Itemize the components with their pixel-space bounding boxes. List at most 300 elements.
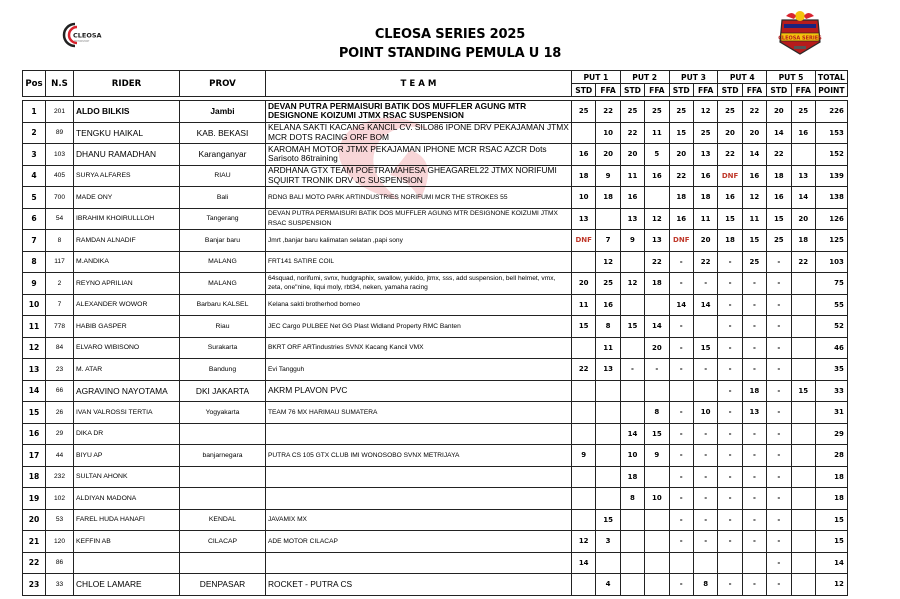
col-header-rider: RIDER: [74, 71, 180, 97]
rider-name-cell: CHLOE LAMARE: [74, 574, 180, 596]
score-put2-ffa-cell: 10: [645, 488, 669, 510]
score-put5-std-cell: -: [767, 488, 791, 510]
team-cell: RDNG BALI MOTO PARK ARTINDUSTRIES NORIFUMI MCR THE STROKES 55: [266, 187, 572, 209]
score-put1-std-cell: [572, 122, 596, 144]
position-cell: 12: [23, 337, 46, 359]
total-point-cell: 28: [815, 445, 847, 467]
score-put2-std-cell: [620, 552, 644, 574]
rider-name-cell: ALDO BILKIS: [74, 101, 180, 123]
score-put2-std-cell: 8: [620, 488, 644, 510]
province-cell: RIAU: [180, 165, 266, 187]
score-put5-std-cell: -: [767, 359, 791, 381]
score-put3-ffa-cell: -: [693, 273, 717, 295]
start-number-cell: 23: [46, 359, 74, 381]
score-put4-std-cell: -: [718, 337, 742, 359]
province-cell: CILACAP: [180, 531, 266, 553]
rider-name-cell: ALEXANDER WOWOR: [74, 294, 180, 316]
score-put5-ffa-cell: [791, 466, 815, 488]
start-number-cell: 7: [46, 294, 74, 316]
score-put2-ffa-cell: 16: [645, 165, 669, 187]
province-cell: Barbaru KALSEL: [180, 294, 266, 316]
table-row: [23, 509, 848, 531]
total-point-cell: 18: [815, 466, 847, 488]
table-row: [23, 208, 848, 230]
score-put5-std-cell: -: [767, 273, 791, 295]
score-put4-ffa-cell: -: [742, 294, 766, 316]
team-cell: AKRM PLAVON PVC: [266, 380, 572, 402]
team-cell: ROCKET - PUTRA CS: [266, 574, 572, 596]
score-put1-ffa-cell: 12: [596, 251, 620, 273]
score-put3-ffa-cell: -: [693, 531, 717, 553]
score-put4-std-cell: 25: [718, 101, 742, 123]
score-put1-std-cell: [572, 380, 596, 402]
position-cell: 16: [23, 423, 46, 445]
score-put4-ffa-cell: -: [742, 509, 766, 531]
table-row: [23, 294, 848, 316]
score-put5-ffa-cell: [791, 445, 815, 467]
score-put2-ffa-cell: 8: [645, 402, 669, 424]
standings-table: [22, 100, 848, 596]
province-cell: [180, 466, 266, 488]
score-put2-ffa-cell: 20: [645, 337, 669, 359]
start-number-cell: 232: [46, 466, 74, 488]
total-point-cell: 139: [815, 165, 847, 187]
score-put2-std-cell: 18: [620, 466, 644, 488]
score-put3-ffa-cell: 14: [693, 294, 717, 316]
position-cell: 18: [23, 466, 46, 488]
score-put2-ffa-cell: [645, 509, 669, 531]
rider-name-cell: IBRAHIM KHOIRULLLOH: [74, 208, 180, 230]
score-put1-ffa-cell: 15: [596, 509, 620, 531]
score-put1-std-cell: 15: [572, 316, 596, 338]
score-put3-ffa-cell: 11: [693, 208, 717, 230]
score-put4-ffa-cell: 25: [742, 251, 766, 273]
team-cell: TEAM 76 MX HARIMAU SUMATERA: [266, 402, 572, 424]
start-number-cell: 8: [46, 230, 74, 252]
score-put4-ffa-cell: -: [742, 445, 766, 467]
score-put5-ffa-cell: [791, 273, 815, 295]
position-cell: 23: [23, 574, 46, 596]
score-put1-ffa-cell: 18: [596, 187, 620, 209]
col-header-pos: Pos: [23, 71, 46, 97]
score-put4-ffa-cell: 18: [742, 380, 766, 402]
table-row: [23, 488, 848, 510]
score-put2-std-cell: [620, 251, 644, 273]
col-header-put-1: PUT 1: [572, 71, 621, 84]
score-put2-std-cell: [620, 509, 644, 531]
score-put1-std-cell: [572, 337, 596, 359]
score-put1-ffa-cell: 4: [596, 574, 620, 596]
total-point-cell: 138: [815, 187, 847, 209]
table-row: [23, 251, 848, 273]
score-put2-std-cell: 13: [620, 208, 644, 230]
score-put5-ffa-cell: 25: [791, 101, 815, 123]
position-cell: 17: [23, 445, 46, 467]
score-put2-ffa-cell: 12: [645, 208, 669, 230]
score-put1-ffa-cell: 7: [596, 230, 620, 252]
score-put4-std-cell: 15: [718, 208, 742, 230]
score-put4-std-cell: DNF: [718, 165, 742, 187]
score-put3-std-cell: 22: [669, 165, 693, 187]
score-put4-ffa-cell: -: [742, 531, 766, 553]
total-point-cell: 52: [815, 316, 847, 338]
rider-name-cell: ALDIYAN MADONA: [74, 488, 180, 510]
total-point-cell: 33: [815, 380, 847, 402]
score-put4-std-cell: -: [718, 294, 742, 316]
col-header-ffa: FFA: [742, 84, 766, 97]
rider-name-cell: HABIB GASPER: [74, 316, 180, 338]
score-put3-ffa-cell: [693, 316, 717, 338]
score-put1-std-cell: 9: [572, 445, 596, 467]
score-put2-std-cell: 11: [620, 165, 644, 187]
team-cell: DEVAN PUTRA PERMAISURI BATIK DOS MUFFLER AGUNG MTR DESIGNONE KOIZUMI JTMX RSAC SUSPENSION: [266, 208, 572, 230]
total-point-cell: 29: [815, 423, 847, 445]
score-put5-std-cell: -: [767, 380, 791, 402]
score-put5-std-cell: -: [767, 531, 791, 553]
score-put4-std-cell: -: [718, 445, 742, 467]
province-cell: KAB. BEKASI: [180, 122, 266, 144]
score-put5-ffa-cell: 13: [791, 165, 815, 187]
province-cell: DENPASAR: [180, 574, 266, 596]
position-cell: 8: [23, 251, 46, 273]
cleosa-series-badge: [774, 6, 826, 58]
province-cell: Karanganyar: [180, 144, 266, 166]
table-row: [23, 531, 848, 553]
start-number-cell: 102: [46, 488, 74, 510]
score-put1-ffa-cell: [596, 445, 620, 467]
score-put3-std-cell: 20: [669, 144, 693, 166]
rider-name-cell: SURYA ALFARES: [74, 165, 180, 187]
score-put2-ffa-cell: [645, 380, 669, 402]
score-put4-std-cell: -: [718, 316, 742, 338]
score-put2-std-cell: -: [620, 359, 644, 381]
team-cell: DEVAN PUTRA PERMAISURI BATIK DOS MUFFLER AGUNG MTR DESIGNONE KOIZUMI JTMX RSAC SUSPENSION: [266, 101, 572, 123]
table-row: [23, 380, 848, 402]
col-header-put-5: PUT 5: [767, 71, 816, 84]
total-point-cell: 152: [815, 144, 847, 166]
score-put1-ffa-cell: 22: [596, 101, 620, 123]
score-put3-std-cell: -: [669, 445, 693, 467]
score-put1-ffa-cell: [596, 402, 620, 424]
team-cell: [266, 466, 572, 488]
score-put3-std-cell: -: [669, 423, 693, 445]
col-header-put-3: PUT 3: [669, 71, 718, 84]
start-number-cell: 778: [46, 316, 74, 338]
score-put4-ffa-cell: -: [742, 466, 766, 488]
table-row: [23, 101, 848, 123]
position-cell: 15: [23, 402, 46, 424]
total-point-cell: 31: [815, 402, 847, 424]
team-cell: ADE MOTOR CILACAP: [266, 531, 572, 553]
position-cell: 3: [23, 144, 46, 166]
score-put4-ffa-cell: 15: [742, 230, 766, 252]
team-cell: ARDHANA GTX TEAM POETRAMAHESA GHEAGAREL22 JTMX NORIFUMI SQUIRT TRONIK DRV JC SUSPENSION: [266, 165, 572, 187]
score-put5-std-cell: -: [767, 509, 791, 531]
rider-name-cell: BIYU AP: [74, 445, 180, 467]
position-cell: 7: [23, 230, 46, 252]
province-cell: Surakarta: [180, 337, 266, 359]
score-put2-std-cell: [620, 574, 644, 596]
province-cell: MALANG: [180, 273, 266, 295]
score-put4-ffa-cell: 16: [742, 165, 766, 187]
col-header-total: TOTAL: [815, 71, 847, 84]
series-badge-icon: [774, 6, 826, 58]
score-put2-ffa-cell: 15: [645, 423, 669, 445]
score-put2-ffa-cell: [645, 466, 669, 488]
score-put1-std-cell: 10: [572, 187, 596, 209]
score-put2-std-cell: 9: [620, 230, 644, 252]
score-put5-std-cell: -: [767, 423, 791, 445]
col-header-ns: N.S: [46, 71, 74, 97]
table-row: [23, 574, 848, 596]
score-put3-std-cell: -: [669, 251, 693, 273]
team-cell: BKRT ORF ARTindustries SVNX Kacang Kancil VMX: [266, 337, 572, 359]
score-put1-std-cell: [572, 251, 596, 273]
score-put3-std-cell: DNF: [669, 230, 693, 252]
score-put5-ffa-cell: [791, 402, 815, 424]
score-put3-std-cell: -: [669, 509, 693, 531]
score-put3-std-cell: -: [669, 273, 693, 295]
team-cell: [266, 552, 572, 574]
team-cell: Kelana sakti brotherhod borneo: [266, 294, 572, 316]
score-put3-ffa-cell: 16: [693, 165, 717, 187]
score-put2-std-cell: 14: [620, 423, 644, 445]
rider-name-cell: [74, 552, 180, 574]
score-put5-ffa-cell: 22: [791, 251, 815, 273]
score-put2-std-cell: [620, 531, 644, 553]
col-header-ffa: FFA: [596, 84, 620, 97]
position-cell: 20: [23, 509, 46, 531]
col-header-ffa: FFA: [693, 84, 717, 97]
score-put4-std-cell: -: [718, 423, 742, 445]
rider-name-cell: IVAN VALROSSI TERTIA: [74, 402, 180, 424]
score-put4-std-cell: -: [718, 251, 742, 273]
province-cell: [180, 552, 266, 574]
table-row: [23, 316, 848, 338]
position-cell: 9: [23, 273, 46, 295]
rider-name-cell: DHANU RAMADHAN: [74, 144, 180, 166]
score-put2-std-cell: [620, 337, 644, 359]
team-cell: KELANA SAKTI KACANG KANCIL CV. SILO86 IPONE DRV PEKAJAMAN JTMX MCR DOTS RACING ORF BOM: [266, 122, 572, 144]
score-put5-ffa-cell: [791, 316, 815, 338]
table-row: [23, 423, 848, 445]
province-cell: [180, 488, 266, 510]
score-put5-ffa-cell: [791, 423, 815, 445]
score-put3-ffa-cell: -: [693, 445, 717, 467]
score-put1-std-cell: [572, 402, 596, 424]
score-put5-std-cell: 14: [767, 122, 791, 144]
svg-text:CLEOSA: CLEOSA: [73, 31, 102, 40]
score-put3-ffa-cell: 22: [693, 251, 717, 273]
position-cell: 5: [23, 187, 46, 209]
score-put4-std-cell: 18: [718, 230, 742, 252]
table-row: [23, 273, 848, 295]
score-put4-ffa-cell: -: [742, 337, 766, 359]
standings-header: [22, 70, 848, 97]
score-put4-ffa-cell: 13: [742, 402, 766, 424]
team-cell: [266, 423, 572, 445]
score-put2-ffa-cell: 25: [645, 101, 669, 123]
score-put1-ffa-cell: [596, 208, 620, 230]
score-put1-ffa-cell: 3: [596, 531, 620, 553]
score-put1-std-cell: [572, 423, 596, 445]
total-point-cell: 75: [815, 273, 847, 295]
score-put4-ffa-cell: -: [742, 574, 766, 596]
score-put3-std-cell: -: [669, 337, 693, 359]
start-number-cell: 44: [46, 445, 74, 467]
position-cell: 21: [23, 531, 46, 553]
score-put3-std-cell: [669, 380, 693, 402]
score-put2-std-cell: 15: [620, 316, 644, 338]
total-point-cell: 153: [815, 122, 847, 144]
score-put4-std-cell: -: [718, 359, 742, 381]
total-point-cell: 15: [815, 509, 847, 531]
title-series: CLEOSA SERIES 2025: [374, 27, 526, 42]
table-row: [23, 337, 848, 359]
score-put4-std-cell: -: [718, 380, 742, 402]
score-put1-std-cell: 14: [572, 552, 596, 574]
score-put3-std-cell: 25: [669, 101, 693, 123]
score-put3-std-cell: [669, 552, 693, 574]
standings-rows: [23, 101, 848, 596]
svg-text:MOTORSPORT: MOTORSPORT: [74, 40, 90, 43]
score-put5-ffa-cell: [791, 552, 815, 574]
rider-name-cell: MADE ONY: [74, 187, 180, 209]
score-put3-std-cell: -: [669, 316, 693, 338]
province-cell: KENDAL: [180, 509, 266, 531]
start-number-cell: 26: [46, 402, 74, 424]
province-cell: [180, 423, 266, 445]
score-put5-std-cell: -: [767, 294, 791, 316]
rider-name-cell: TENGKU HAIKAL: [74, 122, 180, 144]
start-number-cell: 86: [46, 552, 74, 574]
score-put5-std-cell: -: [767, 574, 791, 596]
score-put3-ffa-cell: 20: [693, 230, 717, 252]
score-put4-ffa-cell: -: [742, 316, 766, 338]
score-put4-std-cell: -: [718, 509, 742, 531]
score-put3-ffa-cell: 10: [693, 402, 717, 424]
score-put5-ffa-cell: [791, 359, 815, 381]
score-put3-std-cell: 16: [669, 208, 693, 230]
rider-name-cell: ELVARO WIBISONO: [74, 337, 180, 359]
score-put4-ffa-cell: 20: [742, 122, 766, 144]
score-put2-std-cell: 16: [620, 187, 644, 209]
score-put3-ffa-cell: -: [693, 488, 717, 510]
score-put3-std-cell: -: [669, 466, 693, 488]
team-cell: JEC Cargo PULBEE Net GG Plast Widland Property RMC Banten: [266, 316, 572, 338]
start-number-cell: 700: [46, 187, 74, 209]
score-put1-std-cell: [572, 488, 596, 510]
score-put5-ffa-cell: [791, 488, 815, 510]
score-put5-ffa-cell: [791, 144, 815, 166]
score-put3-ffa-cell: 12: [693, 101, 717, 123]
position-cell: 6: [23, 208, 46, 230]
team-cell: KAROMAH MOTOR JTMX PEKAJAMAN IPHONE MCR RSAC AZCR Dots Sarisoto 86training: [266, 144, 572, 166]
col-header-ffa: FFA: [791, 84, 815, 97]
score-put1-std-cell: 20: [572, 273, 596, 295]
province-cell: Tangerang: [180, 208, 266, 230]
team-cell: 64squad, norifumi, svnx, hudgraphix, swallow, yukido, jtmx, sss, add suspension, bell helmet, vmx, zeta, one"nine, liqui moly, rbt34, neken, yamaha racing: [266, 273, 572, 295]
total-point-cell: 55: [815, 294, 847, 316]
score-put5-ffa-cell: [791, 337, 815, 359]
score-put1-ffa-cell: 11: [596, 337, 620, 359]
score-put4-std-cell: -: [718, 574, 742, 596]
col-header-team: T E A M: [266, 71, 572, 97]
score-put4-std-cell: -: [718, 273, 742, 295]
score-put4-std-cell: 20: [718, 122, 742, 144]
table-row: [23, 402, 848, 424]
score-put1-std-cell: 25: [572, 101, 596, 123]
score-put5-std-cell: -: [767, 552, 791, 574]
score-put5-ffa-cell: 14: [791, 187, 815, 209]
score-put3-ffa-cell: 13: [693, 144, 717, 166]
table-row: [23, 187, 848, 209]
score-put2-std-cell: 12: [620, 273, 644, 295]
rider-name-cell: RAMDAN ALNADIF: [74, 230, 180, 252]
table-row: [23, 445, 848, 467]
score-put3-ffa-cell: 8: [693, 574, 717, 596]
score-put3-ffa-cell: [693, 380, 717, 402]
score-put3-std-cell: -: [669, 402, 693, 424]
score-put3-ffa-cell: -: [693, 466, 717, 488]
start-number-cell: 53: [46, 509, 74, 531]
score-put5-std-cell: 18: [767, 165, 791, 187]
score-put3-ffa-cell: 15: [693, 337, 717, 359]
score-put1-std-cell: 13: [572, 208, 596, 230]
start-number-cell: 33: [46, 574, 74, 596]
page-title: [0, 25, 900, 63]
team-cell: JAVAMIX MX: [266, 509, 572, 531]
score-put1-ffa-cell: 16: [596, 294, 620, 316]
score-put3-ffa-cell: -: [693, 509, 717, 531]
score-put4-ffa-cell: -: [742, 359, 766, 381]
score-put2-std-cell: 10: [620, 445, 644, 467]
score-put2-ffa-cell: 18: [645, 273, 669, 295]
score-put1-ffa-cell: [596, 466, 620, 488]
score-put1-ffa-cell: 13: [596, 359, 620, 381]
score-put2-ffa-cell: [645, 187, 669, 209]
start-number-cell: 2: [46, 273, 74, 295]
rider-name-cell: SULTAN AHONK: [74, 466, 180, 488]
province-cell: Jambi: [180, 101, 266, 123]
province-cell: Riau: [180, 316, 266, 338]
table-row: [23, 552, 848, 574]
position-cell: 4: [23, 165, 46, 187]
table-row: [23, 359, 848, 381]
position-cell: 14: [23, 380, 46, 402]
score-put3-std-cell: 18: [669, 187, 693, 209]
score-put2-ffa-cell: [645, 294, 669, 316]
score-put4-ffa-cell: [742, 552, 766, 574]
score-put4-ffa-cell: -: [742, 488, 766, 510]
score-put4-std-cell: [718, 552, 742, 574]
score-put5-std-cell: 20: [767, 101, 791, 123]
position-cell: 22: [23, 552, 46, 574]
position-cell: 13: [23, 359, 46, 381]
team-cell: Jmrt ,banjar baru kalimatan selatan ,papi sony: [266, 230, 572, 252]
start-number-cell: 120: [46, 531, 74, 553]
score-put3-ffa-cell: 18: [693, 187, 717, 209]
score-put5-ffa-cell: 20: [791, 208, 815, 230]
team-cell: FRT141 SATIRE COIL: [266, 251, 572, 273]
rider-name-cell: M. ATAR: [74, 359, 180, 381]
score-put1-ffa-cell: [596, 552, 620, 574]
score-put2-ffa-cell: [645, 531, 669, 553]
score-put2-std-cell: [620, 294, 644, 316]
score-put5-std-cell: 22: [767, 144, 791, 166]
table-row: [23, 144, 848, 166]
province-cell: banjarnegara: [180, 445, 266, 467]
